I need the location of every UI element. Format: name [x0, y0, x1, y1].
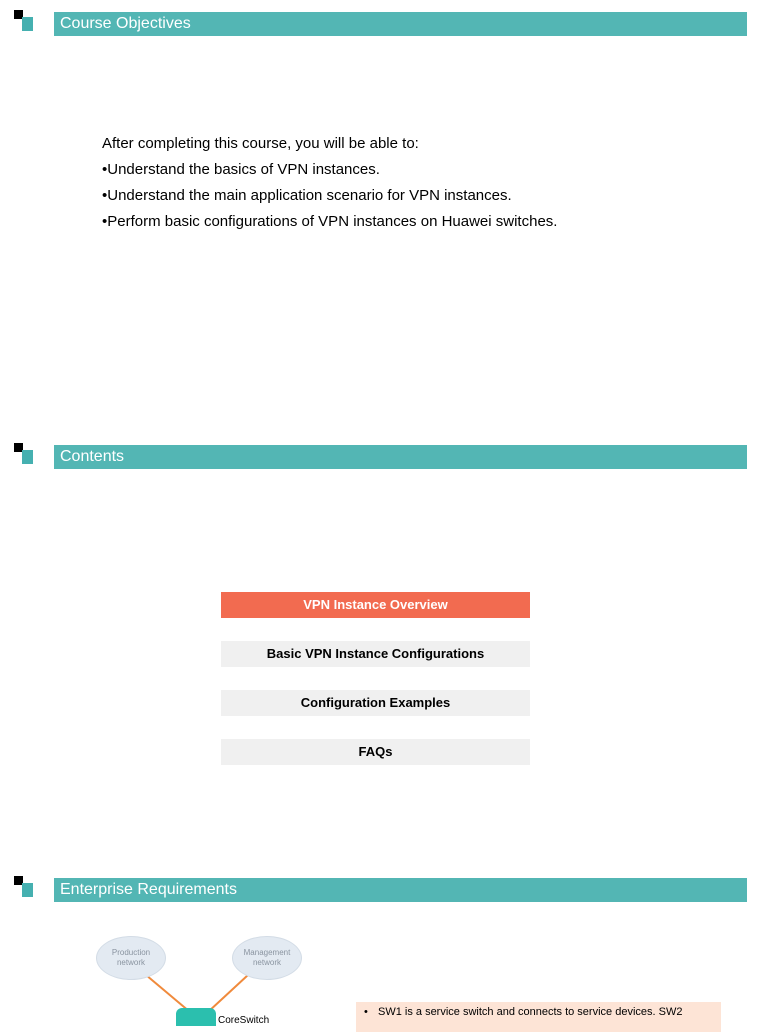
production-network-cloud-icon: Production network — [96, 936, 166, 980]
management-network-cloud-icon: Management network — [232, 936, 302, 980]
objective-item: •Understand the main application scenario for VPN instances. — [102, 187, 512, 204]
section-title: Contents — [54, 445, 747, 469]
contents-item-basic-configurations[interactable]: Basic VPN Instance Configurations — [221, 641, 530, 667]
objectives-intro: After completing this course, you will be able to: — [102, 135, 419, 152]
objective-item: •Understand the basics of VPN instances. — [102, 161, 380, 178]
contents-item-configuration-examples[interactable]: Configuration Examples — [221, 690, 530, 716]
objective-item: •Perform basic configurations of VPN instances on Huawei switches. — [102, 213, 558, 230]
requirement-text: SW1 is a service switch and connects to service devices. SW2 — [378, 1006, 683, 1018]
section-title: Course Objectives — [54, 12, 747, 36]
contents-item-faqs[interactable]: FAQs — [221, 739, 530, 765]
core-switch-icon — [176, 1008, 216, 1026]
requirement-note — [356, 1002, 721, 1032]
section-title: Enterprise Requirements — [54, 878, 747, 902]
bullet: • — [364, 1006, 368, 1018]
contents-item-vpn-instance-overview[interactable]: VPN Instance Overview — [221, 592, 530, 618]
core-switch-label: CoreSwitch — [218, 1015, 270, 1026]
